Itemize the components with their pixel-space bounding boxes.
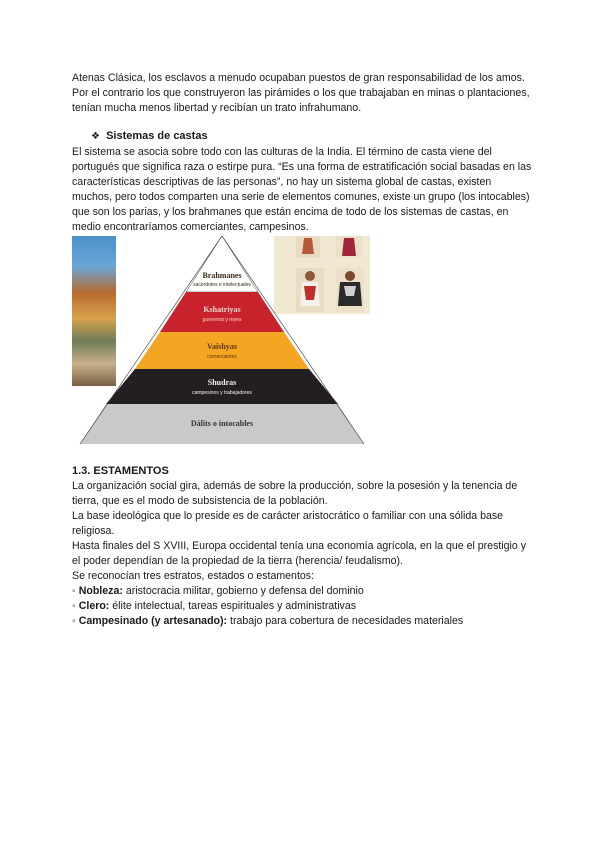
list-item-campesinado bbox=[72, 614, 463, 629]
pyramid-label-kshatriyas: Kshatriyas bbox=[203, 305, 241, 314]
pyramid-label-dalits: Dálits o intocables bbox=[190, 419, 254, 428]
estamentos-paragraph-4: Se reconocían tres estratos, estados o estamentos: bbox=[72, 570, 315, 582]
list-term: Nobleza: bbox=[78, 585, 123, 597]
pyramid-sub-shudras: campesinos y trabajadores bbox=[192, 390, 252, 396]
list-marker-icon: ◦ bbox=[72, 615, 76, 627]
diamond-bullet-icon: ❖ bbox=[91, 131, 100, 142]
caste-pyramid bbox=[72, 236, 372, 448]
list-marker-icon: ◦ bbox=[72, 600, 76, 612]
list-item-clero bbox=[72, 599, 356, 614]
pyramid-sub-vaishyas: comerciantes bbox=[207, 354, 237, 360]
caste-figure bbox=[72, 236, 372, 448]
list-desc: aristocracia militar, gobierno y defensa del dominio bbox=[122, 585, 364, 597]
castas-paragraph: El sistema se asocia sobre todo con las culturas de la India. El término de casta viene del portugués que significa raza o estirpe pura. “Es una forma de estratificación social basadas en las características descriptivas de las personas”, no hay un sistema global de castas, existen muchos, pero todos comparten una serie de elementos comunes, existe un grupo (los intocables) que son los parias, y los brahmanes que están encima de todo de los sistemas de castas, en medio encontraríamos comerciantes, campesinos. bbox=[72, 146, 532, 233]
pyramid-sub-brahmanes: sacerdotes e intelectuales bbox=[193, 282, 251, 288]
castas-heading bbox=[91, 130, 208, 142]
estamentos-paragraph-1: La organización social gira, además de sobre la producción, sobre la posesión y la tenencia de tierra, que es el modo de subsistencia de la población. bbox=[72, 480, 518, 507]
list-marker-icon: ◦ bbox=[72, 585, 76, 597]
list-term: Campesinado (y artesanado): bbox=[78, 615, 228, 627]
list-term: Clero: bbox=[78, 600, 110, 612]
estamentos-paragraph-2: La base ideológica que lo preside es de carácter aristocrático o familiar con una sólida base religiosa. bbox=[72, 510, 504, 537]
pyramid-label-vaishyas: Vaishyas bbox=[207, 342, 237, 351]
list-item-nobleza bbox=[72, 584, 364, 599]
list-desc: élite intelectual, tareas espirituales y administrativas bbox=[109, 600, 357, 612]
pyramid-label-brahmanes: Brahmanes bbox=[202, 271, 242, 280]
intro-paragraph: Atenas Clásica, los esclavos a menudo ocupaban puestos de gran responsabilidad de los amos. Por el contrario los que construyeron las pirámides o los que trabajaban en minas o plantaciones, tenían mucha menos libertad y recibían un trato infrahumano. bbox=[72, 72, 530, 114]
pyramid-label-shudras: Shudras bbox=[207, 378, 237, 387]
castas-heading-text: Sistemas de castas bbox=[106, 130, 208, 142]
estamentos-paragraph-3: Hasta finales del S XVIII, Europa occidental tenía una economía agrícola, en la que el prestigio y el poder dependían de la propiedad de la tierra (herencia/ feudalismo). bbox=[72, 540, 527, 567]
pyramid-sub-kshatriyas: guerreros y reyes bbox=[202, 317, 242, 323]
estamentos-heading: 1.3. ESTAMENTOS bbox=[72, 465, 169, 477]
list-desc: trabajo para cobertura de necesidades materiales bbox=[227, 615, 464, 627]
